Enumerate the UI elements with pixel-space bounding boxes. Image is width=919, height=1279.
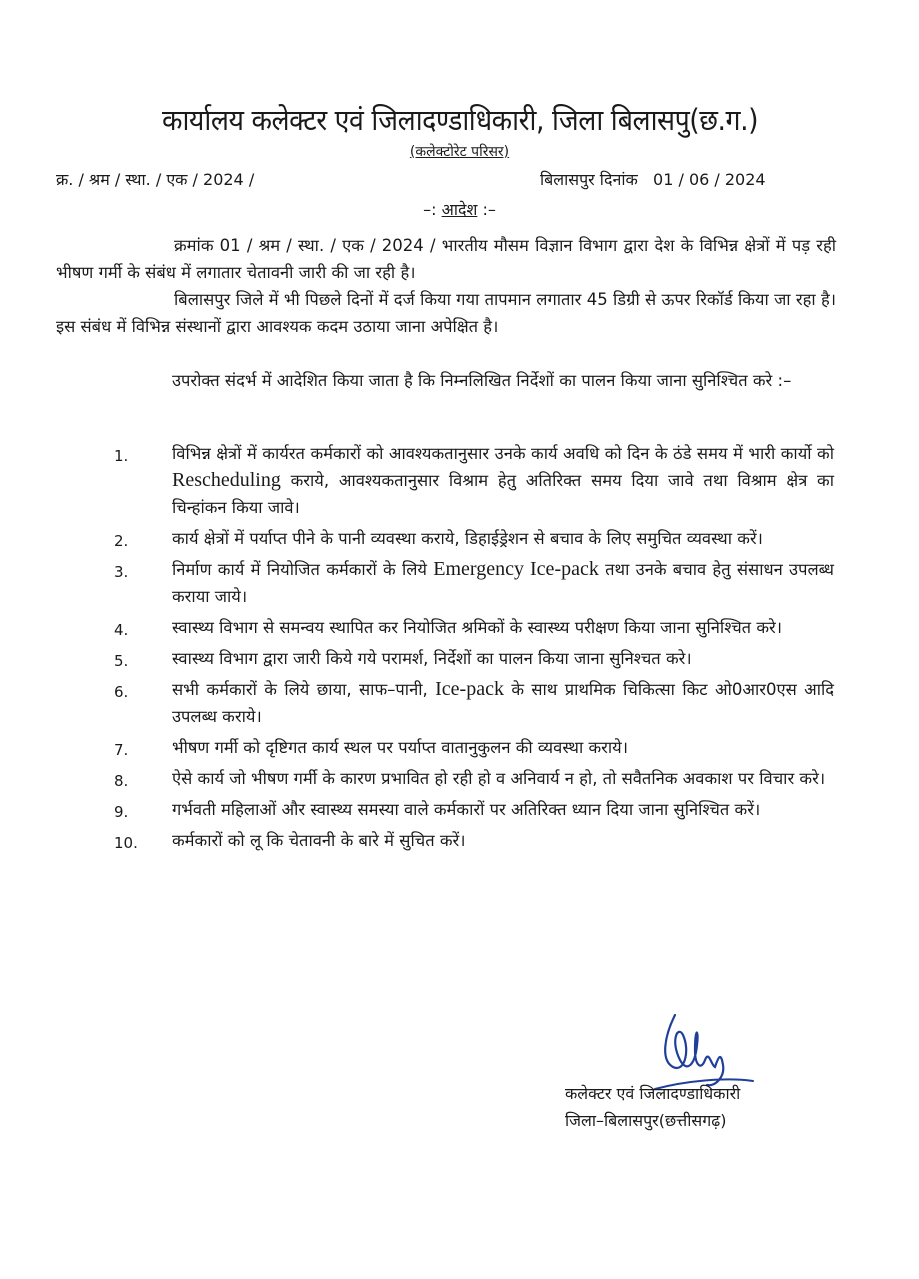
directive-item — [114, 734, 834, 761]
directive-text: भीषण गर्मी को दृष्टिगत कार्य स्थल पर पर्याप्त वातानुकुलन की व्यवस्था कराये। — [172, 738, 628, 757]
directive-number: 5. — [114, 652, 129, 670]
directive-number: 1. — [114, 447, 129, 465]
directive-text: गर्भवती महिलाओं और स्वास्थ्य समस्या वाले कर्मकारों पर अतिरिक्त ध्यान दिया जाना सुनिश्चित करें। — [172, 800, 761, 819]
directive-number: 6. — [114, 683, 129, 701]
directive-english-term: Ice-pack — [435, 678, 504, 700]
signatory-block — [565, 1080, 740, 1134]
directive-text: स्वास्थ्य विभाग से समन्वय स्थापित कर नियोजित श्रमिकों के स्वास्थ्य परीक्षण किया जाना सुनिश्चित करे। — [172, 618, 783, 637]
paragraph-instruction: उपरोक्त संदर्भ में आदेशित किया जाता है कि निम्नलिखित निर्देशों का पालन किया जाना सुनिश्चित करे :– — [172, 371, 792, 390]
order-heading-text: आदेश — [441, 200, 478, 219]
directive-text: कार्य क्षेत्रों में पर्याप्त पीने के पानी व्यवस्था कराये, डिहाईड्रेशन से बचाव के लिए समुचित व्यवस्था करें। — [172, 529, 763, 548]
office-subtitle: (कलेक्टोरेट परिसर) — [409, 144, 510, 160]
signatory-designation: कलेक्टर एवं जिलादण्डाधिकारी — [565, 1084, 741, 1103]
order-heading — [0, 198, 919, 220]
directive-number: 7. — [114, 741, 129, 759]
place-date-label: बिलासपुर दिनांक — [540, 170, 638, 189]
directive-text: स्वास्थ्य विभाग द्वारा जारी किये गये परामर्श, निर्देशों का पालन किया जाना सुनिश्चत करे। — [172, 649, 692, 668]
directive-text: कराये, आवश्यकतानुसार विश्राम हेतु अतिरिक्त समय दिया जावे तथा विश्राम क्षेत्र का चिन्हांकन किया जावे। — [172, 471, 834, 517]
directive-text: सभी कर्मकारों के लिये छाया, साफ–पानी, — [172, 680, 436, 699]
directive-item — [114, 525, 834, 552]
directive-text: तथा उनके बचाव हेतु संसाधन उपलब्ध कराया जाये। — [172, 560, 834, 606]
order-heading-suffix: :– — [482, 200, 496, 219]
directive-number: 8. — [114, 772, 129, 790]
paragraph-reference: क्रमांक 01 / श्रम / स्था. / एक / 2024 / भारतीय मौसम विज्ञान विभाग द्वारा देश के विभिन्न क्षेत्रों में पड़ रही भीषण गर्मी के संबंध में लगातार चेतावनी जारी की जा रही है। — [56, 236, 836, 282]
paragraph-temperature: बिलासपुर जिले में भी पिछले दिनों में दर्ज किया गया तापमान लगातार 45 डिग्री से ऊपर रिकॉर्ड किया जा रहा है। इस संबंध में विभिन्न संस्थानों द्वारा आवश्यक कदम उठाया जाना अपेक्षित है। — [56, 290, 836, 336]
directive-number: 3. — [114, 563, 129, 581]
directive-text: के साथ प्राथमिक चिकित्सा किट ओ0आर0एस आदि उपलब्ध कराये। — [172, 680, 834, 726]
directive-item — [114, 676, 834, 730]
directive-text: विभिन्न क्षेत्रों में कार्यरत कर्मकारों को आवश्यकतानुसार उनके कार्य अवधि को दिन के ठंडे समय में भारी कार्यो को — [172, 444, 834, 463]
directive-item — [114, 440, 834, 521]
reference-number: क्र. / श्रम / स्था. / एक / 2024 / — [56, 170, 255, 189]
directive-english-term: Emergency Ice-pack — [433, 558, 599, 580]
directive-item — [114, 765, 834, 792]
directive-number: 4. — [114, 621, 129, 639]
order-date: 01 / 06 / 2024 — [653, 170, 766, 189]
directive-number: 2. — [114, 532, 129, 550]
directive-item — [114, 645, 834, 672]
directives-list — [114, 440, 834, 858]
directive-item — [114, 614, 834, 641]
directive-number: 9. — [114, 803, 129, 821]
order-heading-prefix: –: — [423, 200, 437, 219]
directive-item — [114, 556, 834, 610]
directive-text: कर्मकारों को लू कि चेतावनी के बारे में सुचित करें। — [172, 831, 466, 850]
place-date — [540, 168, 766, 190]
directive-number: 10. — [114, 834, 138, 852]
directive-item — [114, 827, 834, 854]
directive-text: निर्माण कार्य में नियोजित कर्मकारों के लिये — [172, 560, 434, 579]
office-title: कार्यालय कलेक्टर एवं जिलादण्डाधिकारी, जिला बिलासपु(छ.ग.) — [161, 103, 759, 137]
directive-text: ऐसे कार्य जो भीषण गर्मी के कारण प्रभावित हो रही हो व अनिवार्य न हो, तो सवैतनिक अवकाश पर विचार करे। — [172, 769, 826, 788]
signature-mark — [645, 1005, 755, 1090]
directive-item — [114, 796, 834, 823]
signatory-district: जिला–बिलासपुर(छत्तीसगढ़) — [565, 1111, 727, 1130]
directive-english-term: Rescheduling — [172, 469, 281, 491]
